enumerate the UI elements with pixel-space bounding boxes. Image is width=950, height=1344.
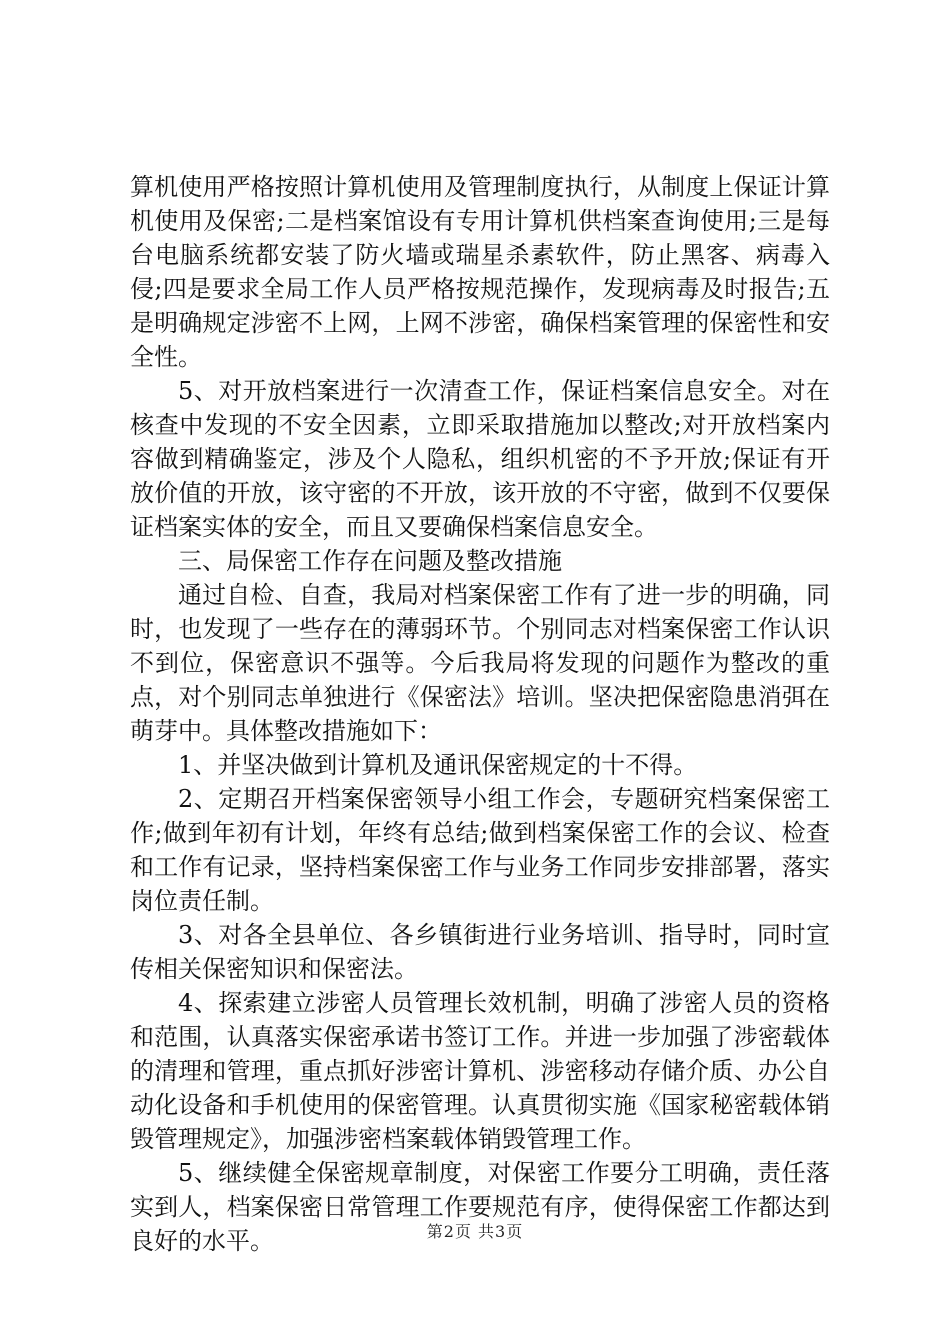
paragraph-2: 5、对开放档案进行一次清查工作，保证档案信息安全。对在核查中发现的不安全因素，立即采取措施加以整改;对开放档案内容做到精确鉴定，涉及个人隐私，组织机密的不予开放;保证有开放价值的开放，该守密的不开放，该开放的不守密，做到不仅要保证档案实体的安全，而且又要确保档案信息安全。 — [130, 377, 830, 541]
list-item-2: 2、定期召开档案保密领导小组工作会，专题研究档案保密工作;做到年初有计划，年终有总结;做到档案保密工作的会议、检查和工作有记录，坚持档案保密工作与业务工作同步安排部署，落实岗位责任制。 — [130, 785, 830, 915]
page-number-footer: 第2页 共3页 — [426, 1222, 524, 1241]
section-heading: 三、局保密工作存在问题及整改措施 — [178, 547, 562, 575]
list-item-1: 1、并坚决做到计算机及通讯保密规定的十不得。 — [178, 751, 698, 779]
list-item-3: 3、对各全县单位、各乡镇街进行业务培训、指导时，同时宣传相关保密知识和保密法。 — [130, 921, 830, 983]
document-body — [130, 170, 830, 1258]
list-item-4: 4、探索建立涉密人员管理长效机制，明确了涉密人员的资格和范围，认真落实保密承诺书签订工作。并进一步加强了涉密载体的清理和管理，重点抓好涉密计算机、涉密移动存储介质、办公自动化设备和手机使用的保密管理。认真贯彻实施《国家秘密载体销毁管理规定》，加强涉密档案载体销毁管理工作。 — [130, 989, 830, 1153]
paragraph-1: 算机使用严格按照计算机使用及管理制度执行，从制度上保证计算机使用及保密;二是档案馆设有专用计算机供档案查询使用;三是每台电脑系统都安装了防火墙或瑞星杀素软件，防止黑客、病毒入侵;四是要求全局工作人员严格按规范操作，发现病毒及时报告;五是明确规定涉密不上网，上网不涉密，确保档案管理的保密性和安全性。 — [130, 173, 830, 371]
list-item-5: 5、继续健全保密规章制度，对保密工作要分工明确，责任落实到人，档案保密日常管理工作要规范有序，使得保密工作都达到良好的水平。 — [130, 1159, 830, 1255]
paragraph-4: 通过自检、自查，我局对档案保密工作有了进一步的明确，同时，也发现了一些存在的薄弱环节。个别同志对档案保密工作认识不到位，保密意识不强等。今后我局将发现的问题作为整改的重点，对个别同志单独进行《保密法》培训。坚决把保密隐患消弭在萌芽中。具体整改措施如下： — [130, 581, 830, 745]
